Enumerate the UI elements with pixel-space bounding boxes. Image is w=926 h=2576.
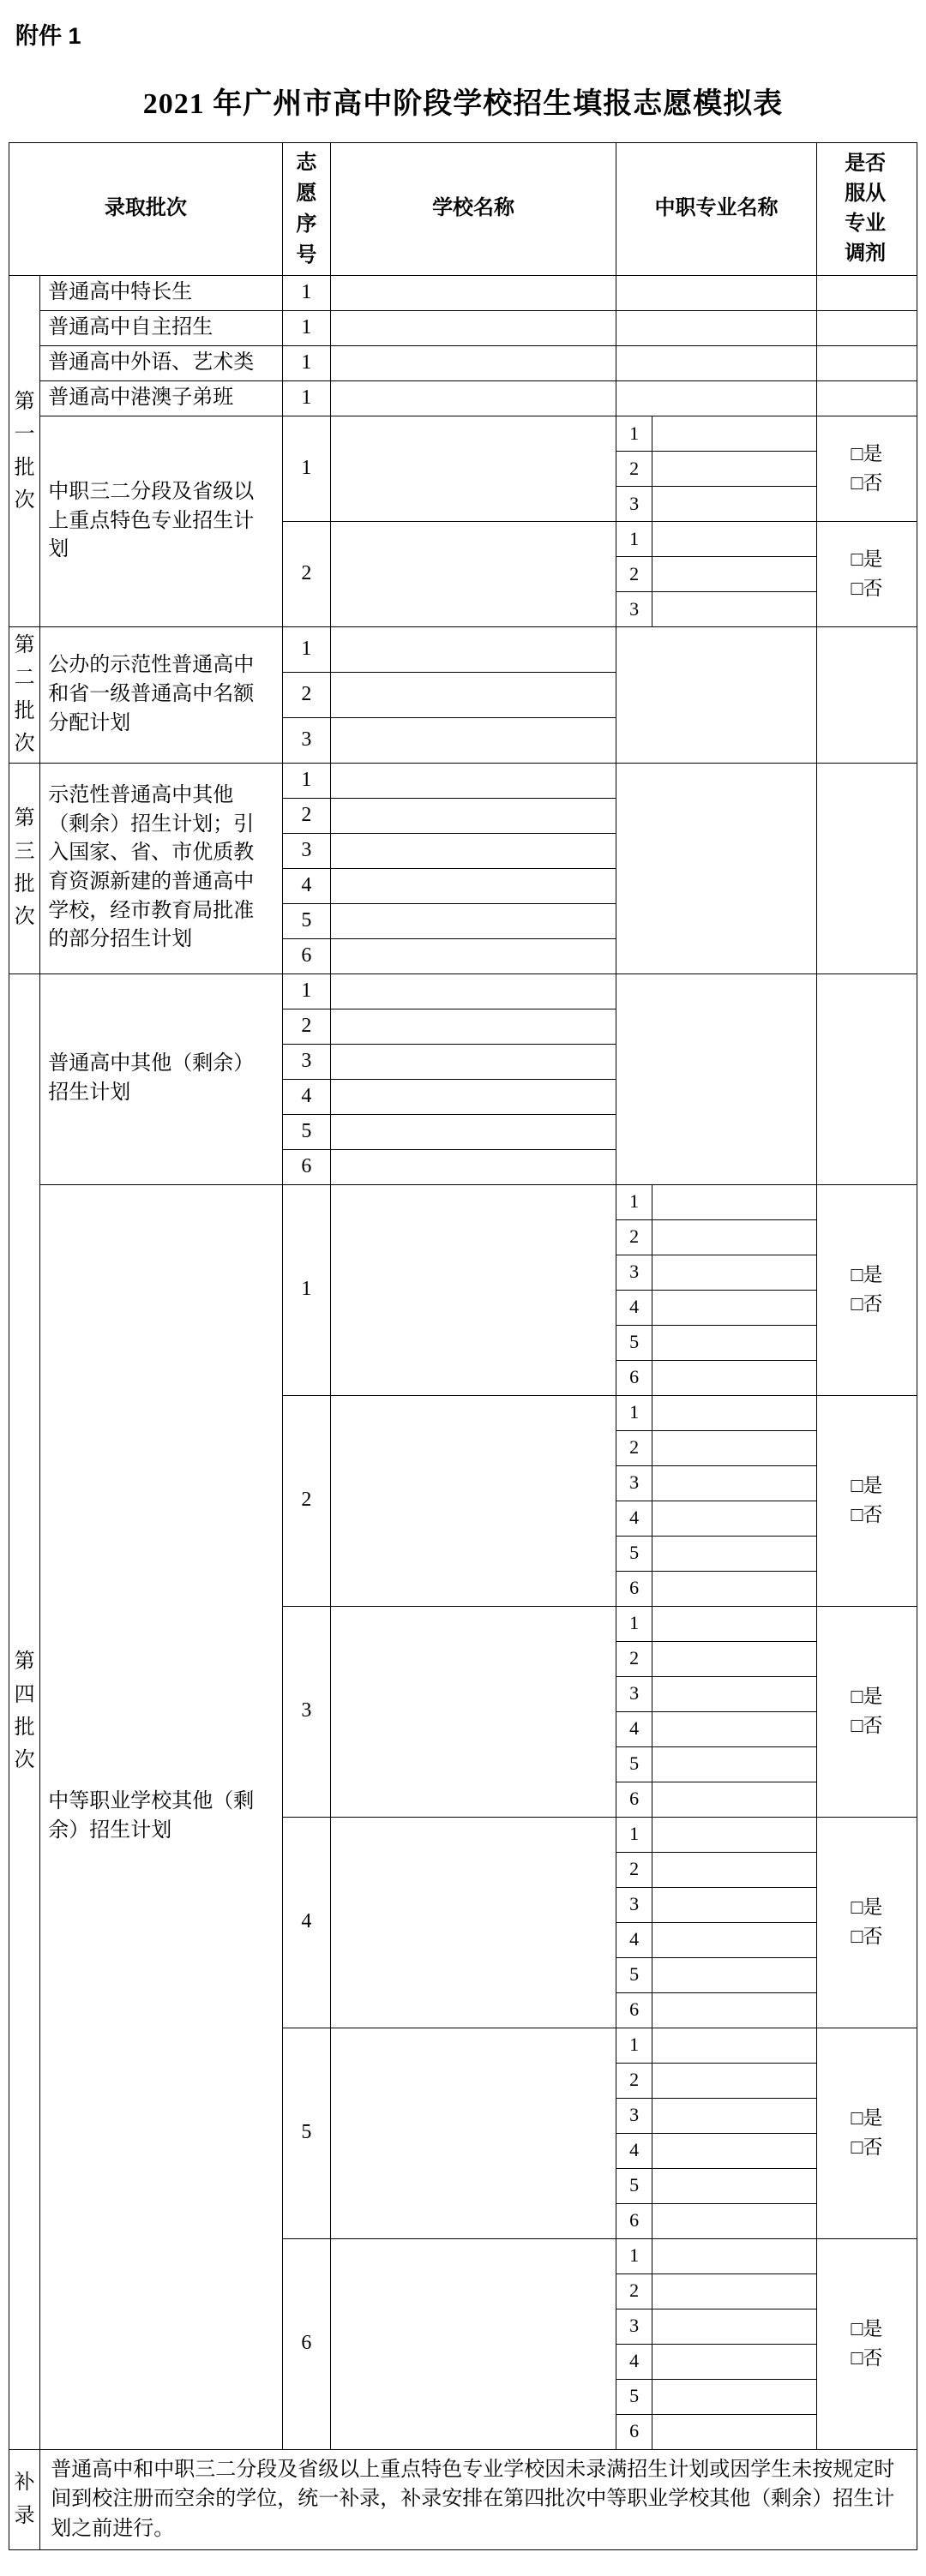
school-name-blank	[331, 1044, 616, 1079]
major-name-blank	[652, 1992, 817, 2028]
school-name-blank	[331, 522, 616, 627]
category-label: 普通高中其他（剩余）招生计划	[40, 973, 282, 1184]
major-name-blank	[652, 2133, 817, 2168]
volunteer-seq-cell: 1	[282, 1184, 330, 1395]
adjust-checkbox-cell	[816, 522, 917, 627]
major-seq-cell: 1	[616, 1184, 652, 1219]
checkbox-yes: □是	[851, 2317, 883, 2339]
adjust-checkbox-cell	[816, 2238, 917, 2449]
major-name-blank	[652, 1395, 817, 1430]
major-name-blank	[652, 2379, 817, 2414]
volunteer-seq-cell: 6	[282, 2238, 330, 2449]
supplementary-note: 普通高中和中职三二分段及省级以上重点特色专业学校因未录满招生计划或因学生未按规定时间到校注册而空余的学位，统一补录，补录安排在第四批次中等职业学校其他（剩余）招生计划之前进行。	[40, 2449, 917, 2549]
major-seq-cell: 6	[616, 2203, 652, 2238]
major-name-blank	[652, 1501, 817, 1536]
major-seq-cell: 2	[616, 1430, 652, 1465]
major-seq-cell: 3	[616, 1465, 652, 1501]
volunteer-seq-cell: 5	[282, 1114, 330, 1149]
batch-label-first: 第一批次	[9, 276, 40, 627]
school-name-blank	[331, 763, 616, 798]
volunteer-seq-cell: 4	[282, 1817, 330, 2028]
header-seq-label: 志愿序号	[296, 152, 317, 267]
adjust-blank	[816, 346, 917, 381]
major-name-blank	[652, 2203, 817, 2238]
major-name-blank	[652, 416, 817, 452]
checkbox-no: □否	[851, 2347, 883, 2369]
major-name-blank	[652, 1922, 817, 1957]
volunteer-seq-cell: 3	[282, 833, 330, 868]
major-name-blank	[652, 1571, 817, 1606]
major-name-blank	[652, 487, 817, 522]
major-name-blank	[652, 1782, 817, 1817]
major-seq-cell: 4	[616, 2133, 652, 2168]
major-name-blank	[652, 1676, 817, 1711]
batch-label-supplementary: 补录	[9, 2449, 40, 2549]
major-seq-cell: 1	[616, 1817, 652, 1852]
school-name-blank	[331, 672, 616, 717]
school-name-blank	[331, 276, 616, 311]
checkbox-yes: □是	[851, 1685, 883, 1707]
major-name-blank	[652, 1360, 817, 1395]
major-name-blank	[652, 1817, 817, 1852]
major-seq-cell: 3	[616, 1676, 652, 1711]
header-major: 中职专业名称	[616, 143, 816, 276]
volunteer-seq-cell: 2	[282, 522, 330, 627]
major-name-blank	[652, 2168, 817, 2203]
major-seq-cell: 4	[616, 1501, 652, 1536]
major-seq-cell: 3	[616, 487, 652, 522]
major-name-blank	[616, 627, 816, 764]
checkbox-no: □否	[851, 1293, 883, 1315]
major-seq-cell: 1	[616, 1395, 652, 1430]
adjust-blank	[816, 276, 917, 311]
major-name-blank	[652, 1219, 817, 1255]
batch-label-fourth: 第四批次	[9, 973, 40, 2449]
volunteer-seq-cell: 3	[282, 1044, 330, 1079]
school-name-blank	[331, 1009, 616, 1044]
school-name-blank	[331, 903, 616, 938]
major-seq-cell: 3	[616, 2309, 652, 2344]
major-seq-cell: 3	[616, 592, 652, 627]
major-name-blank	[652, 1325, 817, 1360]
major-name-blank	[652, 522, 817, 557]
category-label: 中等职业学校其他（剩余）招生计划	[40, 1184, 282, 2449]
checkbox-no: □否	[851, 1504, 883, 1526]
adjust-checkbox-cell	[816, 2028, 917, 2238]
category-label: 普通高中港澳子弟班	[40, 381, 282, 416]
major-seq-cell: 1	[616, 1606, 652, 1641]
major-seq-cell: 2	[616, 1852, 652, 1887]
major-name-blank	[652, 1957, 817, 1992]
major-name-blank	[652, 1184, 817, 1219]
major-name-blank	[652, 1255, 817, 1290]
adjust-blank	[816, 311, 917, 346]
major-seq-cell: 1	[616, 2028, 652, 2063]
adjust-checkbox-cell	[816, 1395, 917, 1606]
school-name-blank	[331, 416, 616, 522]
school-name-blank	[331, 381, 616, 416]
volunteer-seq-cell: 5	[282, 2028, 330, 2238]
volunteer-seq-cell: 1	[282, 276, 330, 311]
major-name-blank	[652, 1606, 817, 1641]
checkbox-no: □否	[851, 578, 883, 599]
school-name-blank	[331, 938, 616, 973]
adjust-blank	[816, 381, 917, 416]
major-seq-cell: 4	[616, 1922, 652, 1957]
major-seq-cell: 6	[616, 1992, 652, 2028]
major-name-blank	[652, 1290, 817, 1325]
volunteer-seq-cell: 3	[282, 717, 330, 763]
adjust-checkbox-cell	[816, 1817, 917, 2028]
major-seq-cell: 1	[616, 416, 652, 452]
school-name-blank	[331, 311, 616, 346]
adjust-blank	[816, 973, 917, 1184]
volunteer-seq-cell: 1	[282, 311, 330, 346]
school-name-blank	[331, 973, 616, 1009]
adjust-checkbox-cell	[816, 1184, 917, 1395]
checkbox-no: □否	[851, 2136, 883, 2159]
school-name-blank	[331, 1079, 616, 1114]
header-seq	[282, 143, 330, 276]
checkbox-yes: □是	[851, 548, 883, 570]
major-name-blank	[652, 2273, 817, 2309]
school-name-blank	[331, 2238, 616, 2449]
school-name-blank	[331, 1184, 616, 1395]
major-seq-cell: 5	[616, 1746, 652, 1782]
volunteer-seq-cell: 1	[282, 346, 330, 381]
attachment-label: 附件 1	[15, 23, 81, 49]
major-seq-cell: 4	[616, 2344, 652, 2379]
header-adjust	[816, 143, 917, 276]
school-name-blank	[331, 1817, 616, 2028]
major-name-blank	[616, 381, 816, 416]
major-name-blank	[652, 1465, 817, 1501]
major-name-blank	[652, 452, 817, 487]
major-name-blank	[652, 557, 817, 592]
batch-label-second: 第二批次	[9, 627, 40, 764]
volunteer-seq-cell: 1	[282, 627, 330, 673]
major-seq-cell: 5	[616, 1957, 652, 1992]
volunteer-seq-cell: 1	[282, 381, 330, 416]
category-label: 普通高中特长生	[40, 276, 282, 311]
school-name-blank	[331, 1149, 616, 1184]
major-name-blank	[652, 2028, 817, 2063]
adjust-blank	[816, 763, 917, 973]
adjust-checkbox-cell	[816, 416, 917, 522]
volunteer-seq-cell: 6	[282, 938, 330, 973]
header-adjust-label: 是否服从专业调剂	[845, 153, 887, 265]
checkbox-no: □否	[851, 1926, 883, 1948]
major-name-blank	[616, 276, 816, 311]
major-name-blank	[652, 1746, 817, 1782]
volunteer-seq-cell: 2	[282, 1395, 330, 1606]
major-name-blank	[616, 973, 816, 1184]
page-title: 2021 年广州市高中阶段学校招生填报志愿模拟表	[142, 88, 784, 120]
volunteer-seq-cell: 4	[282, 1079, 330, 1114]
major-seq-cell: 2	[616, 1641, 652, 1676]
category-label: 示范性普通高中其他（剩余）招生计划；引入国家、省、市优质教育资源新建的普通高中学校，经市教育局批准的部分招生计划	[40, 763, 282, 973]
checkbox-yes: □是	[851, 2106, 883, 2129]
major-seq-cell: 2	[616, 2273, 652, 2309]
volunteer-seq-cell: 2	[282, 798, 330, 833]
major-seq-cell: 6	[616, 1571, 652, 1606]
category-label: 普通高中自主招生	[40, 311, 282, 346]
school-name-blank	[331, 1606, 616, 1817]
school-name-blank	[331, 1395, 616, 1606]
major-seq-cell: 2	[616, 452, 652, 487]
volunteer-seq-cell: 2	[282, 1009, 330, 1044]
volunteer-seq-cell: 1	[282, 416, 330, 522]
major-seq-cell: 1	[616, 522, 652, 557]
major-seq-cell: 6	[616, 2414, 652, 2449]
adjust-checkbox-cell	[816, 1606, 917, 1817]
major-name-blank	[616, 763, 816, 973]
major-name-blank	[616, 311, 816, 346]
major-name-blank	[652, 1536, 817, 1571]
category-label: 公办的示范性普通高中和省一级普通高中名额分配计划	[40, 627, 282, 764]
volunteer-seq-cell: 4	[282, 868, 330, 903]
header-batch: 录取批次	[9, 143, 283, 276]
major-seq-cell: 2	[616, 557, 652, 592]
school-name-blank	[331, 1114, 616, 1149]
volunteer-seq-cell: 3	[282, 1606, 330, 1817]
school-name-blank	[331, 798, 616, 833]
major-name-blank	[652, 1711, 817, 1746]
major-name-blank	[652, 1641, 817, 1676]
major-name-blank	[652, 2098, 817, 2133]
major-name-blank	[616, 346, 816, 381]
school-name-blank	[331, 2028, 616, 2238]
major-name-blank	[652, 2344, 817, 2379]
major-seq-cell: 6	[616, 1782, 652, 1817]
checkbox-yes: □是	[851, 442, 883, 464]
volunteer-seq-cell: 2	[282, 672, 330, 717]
form-table	[9, 142, 917, 2550]
major-seq-cell: 5	[616, 1536, 652, 1571]
major-name-blank	[652, 592, 817, 627]
school-name-blank	[331, 717, 616, 763]
major-seq-cell: 2	[616, 1219, 652, 1255]
major-seq-cell: 4	[616, 1290, 652, 1325]
adjust-blank	[816, 627, 917, 764]
major-name-blank	[652, 2238, 817, 2273]
major-name-blank	[652, 2063, 817, 2098]
volunteer-seq-cell: 1	[282, 973, 330, 1009]
checkbox-no: □否	[851, 472, 883, 494]
school-name-blank	[331, 833, 616, 868]
major-seq-cell: 5	[616, 1325, 652, 1360]
checkbox-yes: □是	[851, 1474, 883, 1496]
major-name-blank	[652, 2414, 817, 2449]
checkbox-yes: □是	[851, 1896, 883, 1918]
major-name-blank	[652, 1430, 817, 1465]
major-name-blank	[652, 1852, 817, 1887]
major-seq-cell: 5	[616, 2168, 652, 2203]
major-name-blank	[652, 2309, 817, 2344]
school-name-blank	[331, 868, 616, 903]
major-seq-cell: 6	[616, 1360, 652, 1395]
major-seq-cell: 3	[616, 2098, 652, 2133]
school-name-blank	[331, 346, 616, 381]
major-seq-cell: 3	[616, 1255, 652, 1290]
batch-label-third: 第三批次	[9, 763, 40, 973]
checkbox-yes: □是	[851, 1263, 883, 1285]
major-seq-cell: 1	[616, 2238, 652, 2273]
major-seq-cell: 4	[616, 1711, 652, 1746]
major-seq-cell: 3	[616, 1887, 652, 1922]
volunteer-seq-cell: 5	[282, 903, 330, 938]
volunteer-seq-cell: 6	[282, 1149, 330, 1184]
category-label: 普通高中外语、艺术类	[40, 346, 282, 381]
major-seq-cell: 2	[616, 2063, 652, 2098]
major-seq-cell: 5	[616, 2379, 652, 2414]
checkbox-no: □否	[851, 1715, 883, 1737]
volunteer-seq-cell: 1	[282, 763, 330, 798]
category-label: 中职三二分段及省级以上重点特色专业招生计划	[40, 416, 282, 627]
major-name-blank	[652, 1887, 817, 1922]
header-school: 学校名称	[331, 143, 616, 276]
school-name-blank	[331, 627, 616, 673]
